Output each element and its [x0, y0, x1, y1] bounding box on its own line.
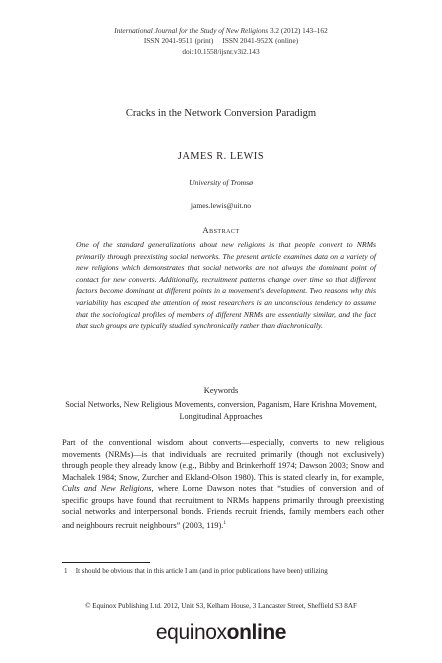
body-paragraph — [62, 437, 384, 531]
footnote-reference[interactable]: 1 — [223, 519, 227, 526]
copyright-line: © Equinox Publishing Ltd. 2012, Unit S3, Kelham House, 3 Lancaster Street, Sheffield S3 8AF — [85, 602, 357, 610]
journal-header — [0, 26, 442, 57]
issn-line: ISSN 2041-9511 (print) ISSN 2041-952X (online) — [143, 36, 299, 46]
footnote-text: It should be obvious that in this article I am (and in prior publications have been) utilizing — [75, 567, 328, 575]
abstract-heading: Abstract — [202, 225, 240, 235]
body-text-part-1: Part of the conventional wisdom about converts—especially, converts to new religious movements (NRMs)—is that individuals are recruited primarily (though not exclusively) through people they already know (e.g., Bibby and Brinkerhoff 1974; Dawson 2003; Snow and Machalek 1984; Snow, Zurcher and Ekland-Olson 1980). This is stated clearly in, for example, — [62, 438, 384, 482]
publisher-logo — [0, 621, 442, 645]
journal-issue: 3.2 (2012) 143–162 — [269, 26, 328, 35]
footnote-divider — [62, 562, 150, 563]
journal-citation-line — [0, 26, 442, 36]
author-email[interactable]: james.lewis@uit.no — [190, 201, 252, 210]
body-text-part-2: , where Lorne Dawson notes that “studies of conversion and of specific groups have found that recruitment to NRMs happens primarily through preexisting social networks and interpersonal bonds. Friends recruit friends, family members each other and neighbours recruit neighbours” (2003, 119). — [62, 484, 384, 530]
author-name: JAMES R. LEWIS — [177, 151, 265, 162]
doi-line: doi:10.1558/ijsnr.v3i2.143 — [182, 46, 260, 56]
logo-word-online: online — [226, 621, 287, 644]
footnote — [62, 567, 392, 576]
logo-word-equinox: equinox — [155, 621, 227, 644]
keywords-text: Social Networks, New Religious Movements, conversion, Paganism, Hare Krishna Movement, Longitudinal Approaches — [65, 400, 377, 421]
footnote-number: 1 — [64, 567, 68, 575]
keywords-heading: Keywords — [203, 386, 239, 395]
article-title: Cracks in the Network Conversion Paradigm — [125, 108, 317, 119]
book-title-italic: Cults and New Religions — [62, 484, 152, 493]
journal-name: International Journal for the Study of New Religions — [114, 26, 269, 35]
abstract-text: One of the standard generalizations about new religions is that people convert to NRMs primarily through preexisting social networks. The present article examines data on a variety of new religions which demonstrates that social networks are not always the dominant point of contact for new converts. Additionally, recruitment patterns change over time so that different factors become dominant at different points in a movement's development. Two reasons why this variability has escaped the attention of most researchers is an unconscious tendency to assume that the sociological profiles of members of different NRMs are essentially similar, and the fact that such groups are typically studied synchronically rather than diachronically. — [76, 240, 376, 331]
author-affiliation: University of Tromsø — [189, 178, 253, 187]
